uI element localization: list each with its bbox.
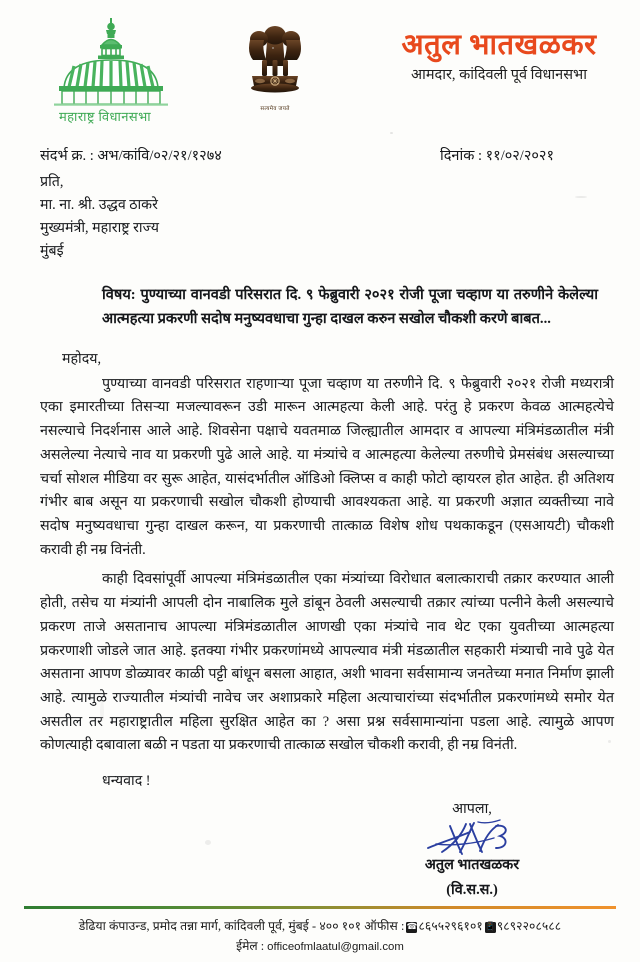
footer-address: डेढिया कंपाउन्ड, प्रमोद तन्ना मार्ग, कांदिवली पूर्व, मुंबई - ४०० १०१: [78, 918, 362, 933]
salutation: महोदय,: [62, 350, 102, 367]
footer-email-label: ईमेल: [236, 938, 258, 953]
addressee-name: मा. ना. श्री. उद्धव ठाकरे: [40, 197, 158, 214]
vidhan-sabha-logo-label: महाराष्ट्र विधानसभा: [58, 109, 152, 124]
vidhan-sabha-logo: [14, 8, 174, 125]
body-paragraph-1: पुण्याच्या वानवडी परिसरात राहणाऱ्या पूजा चव्हाण या तरुणीने दि. ९ फेब्रुवारी २०२१ रोजी मध्यरात्री एका इमारतीच्या तिसऱ्या मजल्यावरून उडी मारून आत्महत्या केली आहे. परंतु हे प्रकरण केवळ आत्महत्येचे नसल्याचे निदर्शनास आले आहे. शिवसेना पक्षाचे यवतमाळ जिल्ह्यातील आमदार व आपल्या मंत्रिमंडळातील मंत्री असलेल्या नेत्याचे नाव या प्रकरणी पुढे आले आहे. या मंत्र्यांचे व आत्महत्या केलेल्या तरुणीचे प्रेमसंबंध असल्याच्या चर्चा सोशल मीडिया वर सुरू आहेत, यासंदर्भातील ऑडिओ क्लिप्स व काही फोटो व्हायरल होत आहेत. ही अतिशय गंभीर बाब असून या प्रकरणाची सखोल चौकशी होण्याची आवश्यकता आहे. या प्रकरणी अज्ञात व्यक्तीच्या नावे सदोष मनुष्यवधाचा गुन्हा दाखल करून, या प्रकरणाची तात्काळ विशेष शोध पथकाकडून (एसआयटी) चौकशी करावी ही नम्र विनंती.: [40, 375, 614, 558]
addressee-city: मुंबई: [40, 242, 64, 259]
footer-mobile-phone: ९८९२२०८५८८: [496, 918, 562, 933]
footer-office-label: ऑफीस :: [364, 918, 405, 933]
signatory-name: अतुल भातखळकर: [424, 857, 520, 874]
mobile-phone-icon: 📱: [485, 921, 496, 932]
scan-speck: [575, 196, 587, 198]
footer-office-phone: ८६५५२९६१०१: [418, 918, 483, 933]
mla-designation: आमदार, कांदिवली पूर्व विधानसभा: [411, 67, 587, 84]
mla-name: अतुल भातखळकर: [401, 29, 597, 61]
telephone-icon: ☎: [406, 921, 418, 932]
emblem-svg: [240, 20, 310, 98]
scan-speck: [272, 47, 274, 49]
footer-email-line: [0, 937, 640, 956]
addressee-block: [40, 171, 614, 262]
scan-speck: [608, 740, 611, 743]
letter-footer: [0, 906, 640, 962]
scan-speck: [390, 132, 393, 134]
letterhead: [0, 0, 640, 135]
letter-date: दिनांक : ११/०२/२०२१: [439, 148, 554, 164]
letter-meta: [40, 145, 614, 167]
yours-faithfully: आपला,: [452, 801, 492, 818]
vidhan-sabha-dome-icon: [36, 14, 174, 106]
signature-block: [40, 798, 614, 901]
reference-number: संदर्भ क्र. : अभ/कांवि/०२/२१/१२७४: [40, 148, 222, 164]
scan-speck: [100, 700, 104, 722]
signatory-title: (वि.स.स.): [446, 881, 498, 898]
footer-divider: [24, 906, 616, 909]
ashoka-pillar-emblem-icon: [225, 8, 325, 112]
scan-speck: [205, 840, 211, 845]
addressee-designation: मुख्यमंत्री, महाराष्ट्र राज्य: [40, 219, 159, 236]
footer-email-separator: :: [260, 938, 265, 953]
mla-name-block: [376, 8, 626, 84]
thanks-line: धन्यवाद !: [102, 773, 151, 790]
subject-line: विषय: पुण्याच्या वानवडी परिसरात दि. ९ फेब्रुवारी २०२१ रोजी पूजा चव्हाण या तरुणीने केलेल्या आत्महत्या प्रकरणी सदोष मनुष्यवधाचा गुन्हा दाखल करुन सखोल चौकशी करणे बाबत...: [102, 287, 598, 327]
dome-svg: [36, 14, 186, 106]
addressee-salute: प्रति,: [40, 174, 64, 191]
letter-body: [0, 145, 640, 901]
footer-address-line: [0, 917, 640, 935]
footer-email-address[interactable]: officeofmlaatul@gmail.com: [267, 940, 404, 953]
emblem-motto: सत्यमेव जयते: [260, 106, 290, 112]
body-paragraph-2: काही दिवसांपूर्वी आपल्या मंत्रिमंडळातील एका मंत्र्यांच्या विरोधात बलात्काराची तक्रार करण्यात आली होती, तसेच या मंत्र्यांनी आपली दोन नाबालिक मुले डांबून ठेवली असल्याची तक्रार त्यांच्या पत्नीने केली असल्याचे प्रकरण ताजे असतानाच आपल्या मंत्रिमंडळातील आणखी एका मंत्र्यांचे नाव थेट एका युवतीच्या आत्महत्या प्रकरणाशी जोडले जात आहे. इतक्या गंभीर प्रकरणांमध्ये आपल्याव मंत्री मंडळातील सहकारी मंत्र्याची नावे पुढे येत असताना आपण डोळ्यावर काळी पट्टी बांधून बसला आहात, अशी भावना सर्वसामान्य जनतेच्या मनात निर्माण झाली आहे. त्यामुळे राज्यातील मंत्र्यांची नावेच जर अशाप्रकारे महिला अत्याचारांच्या संदर्भातील प्रकरणांमध्ये समोर येत असतील तर महाराष्ट्रातील महिला सुरक्षित आहेत का ? असा प्रश्न सर्वसामान्यांना पडला आहे. त्यामुळे आपण कोणत्याही दबावाला बळी न पडता या प्रकरणाची तात्काळ सखोल चौकशी करावी, ही नम्र विनंती.: [40, 571, 614, 754]
